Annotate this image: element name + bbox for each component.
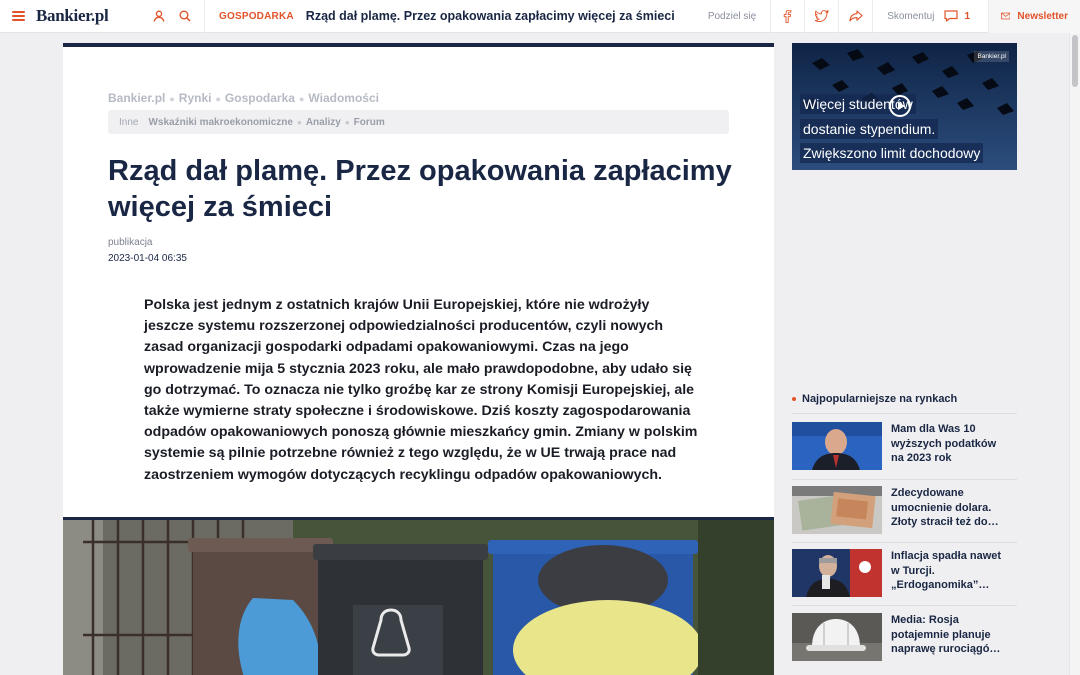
popular-item[interactable] <box>792 422 1017 479</box>
topbar-article-title: Rząd dał plamę. Przez opakowania zapłacimy więcej za śmieci <box>305 9 675 23</box>
popular-item-title: Mam dla Was 10 wyższych podatków na 2023 rok <box>891 423 997 464</box>
ad-text-line: Zwiększono limit dochodowy <box>800 143 983 163</box>
breadcrumb-item[interactable]: Rynki <box>178 91 212 105</box>
share-button[interactable] <box>838 0 872 33</box>
mail-icon <box>1001 11 1010 21</box>
menu-button[interactable] <box>0 0 36 33</box>
menu-icon <box>12 11 25 21</box>
popular-item-thumbnail <box>792 422 882 470</box>
subnav-label: Inne <box>119 116 139 128</box>
search-icon <box>179 10 191 22</box>
scrollbar-thumb[interactable] <box>1072 35 1078 87</box>
breadcrumb-item[interactable]: Wiadomości <box>308 91 379 105</box>
share-label: Podziel się <box>707 10 757 22</box>
ad-logo: Bankier.pl <box>974 51 1009 62</box>
subnav-link[interactable]: Analizy <box>305 116 341 128</box>
article-photo <box>63 517 774 675</box>
subnav-bar: Inne Wskaźniki makroekonomiczne ● Analizy ● Forum <box>108 110 729 134</box>
subnav-link[interactable]: Wskaźniki makroekonomiczne <box>148 116 293 128</box>
popular-item[interactable] <box>792 549 1017 606</box>
popular-heading-text: Najpopularniejsze na rynkach <box>802 393 958 405</box>
topbar-divider <box>204 0 205 33</box>
newsletter-button[interactable] <box>988 0 1080 33</box>
popular-item-title: Zdecydowane umocnienie dolara. Złoty stracił też do… <box>891 487 999 528</box>
divider <box>792 479 1017 480</box>
facebook-share-button[interactable] <box>770 0 804 33</box>
publication-date: 2023-01-04 06:35 <box>108 253 187 264</box>
popular-item-thumbnail <box>792 613 882 661</box>
popular-heading <box>792 393 1017 414</box>
ad-text-line: Więcej studentów <box>800 94 916 114</box>
comment-button[interactable] <box>872 0 988 33</box>
scrollbar[interactable] <box>1069 33 1080 675</box>
section-label[interactable]: GOSPODARKA <box>219 10 294 22</box>
subnav-link[interactable]: Forum <box>353 116 385 128</box>
user-button[interactable] <box>146 0 172 33</box>
play-icon <box>898 102 905 110</box>
divider <box>792 605 1017 606</box>
publication-label: publikacja <box>108 237 153 248</box>
search-button[interactable] <box>172 0 198 33</box>
user-icon <box>153 10 165 22</box>
comment-icon <box>944 10 958 22</box>
top-bar <box>0 0 1080 33</box>
twitter-icon <box>815 10 829 22</box>
site-logo[interactable]: Bankier.pl <box>36 6 109 25</box>
divider <box>792 542 1017 543</box>
play-button[interactable] <box>889 95 911 117</box>
popular-item-thumbnail <box>792 549 882 597</box>
comment-count: 1 <box>964 10 970 22</box>
bullet-icon <box>792 397 796 401</box>
facebook-icon <box>783 10 792 23</box>
promo-banner[interactable] <box>792 43 1017 170</box>
comment-label: Skomentuj <box>887 10 935 22</box>
popular-item-thumbnail <box>792 486 882 534</box>
ad-text-line: dostanie stypendium. <box>800 119 938 139</box>
popular-item[interactable] <box>792 486 1017 543</box>
twitter-share-button[interactable] <box>804 0 838 33</box>
popular-item-title: Inflacja spadła nawet w Turcji. „Erdoganomika”… <box>891 550 1002 591</box>
article-headline: Rząd dał plamę. Przez opakowania zapłacimy więcej za śmieci <box>108 155 732 223</box>
share-icon <box>849 10 863 22</box>
popular-item[interactable] <box>792 613 1017 670</box>
newsletter-label: Newsletter <box>1017 10 1068 22</box>
article-lead: Polska jest jednym z ostatnich krajów Unii Europejskiej, które nie wdrożyły jeszcze systemu rozszerzonej odpowiedzialności producentów, czyli nowych zasad organizacji gospodarki odpadami opakowaniowymi. Czas na jego wprowadzenie mija 5 stycznia 2023 roku, ale mało prawdopodobne, aby udało się go dotrzymać. To oznacza nie tylko groźbę kar ze strony Komisji Europejskiej, ale także wymierne straty społeczne i środowiskowe. Dziś koszty zagospodarowania odpadów opakowaniowych ponoszą głównie mieszkańcy gmin. Zmiany w polskim systemie są pilnie potrzebne również z tego względu, że w UE trwają prace nad zaostrzeniem wymogów dotyczących recyklingu odpadów opakowaniowych. <box>144 297 698 483</box>
breadcrumb: Bankier.pl ● Rynki ● Gospodarka ● Wiadomości <box>108 91 379 105</box>
popular-item-title: Media: Rosja potajemnie planuje naprawę rurociągó… <box>891 614 1001 655</box>
breadcrumb-item[interactable]: Gospodarka <box>224 91 295 105</box>
breadcrumb-item[interactable]: Bankier.pl <box>108 91 166 105</box>
